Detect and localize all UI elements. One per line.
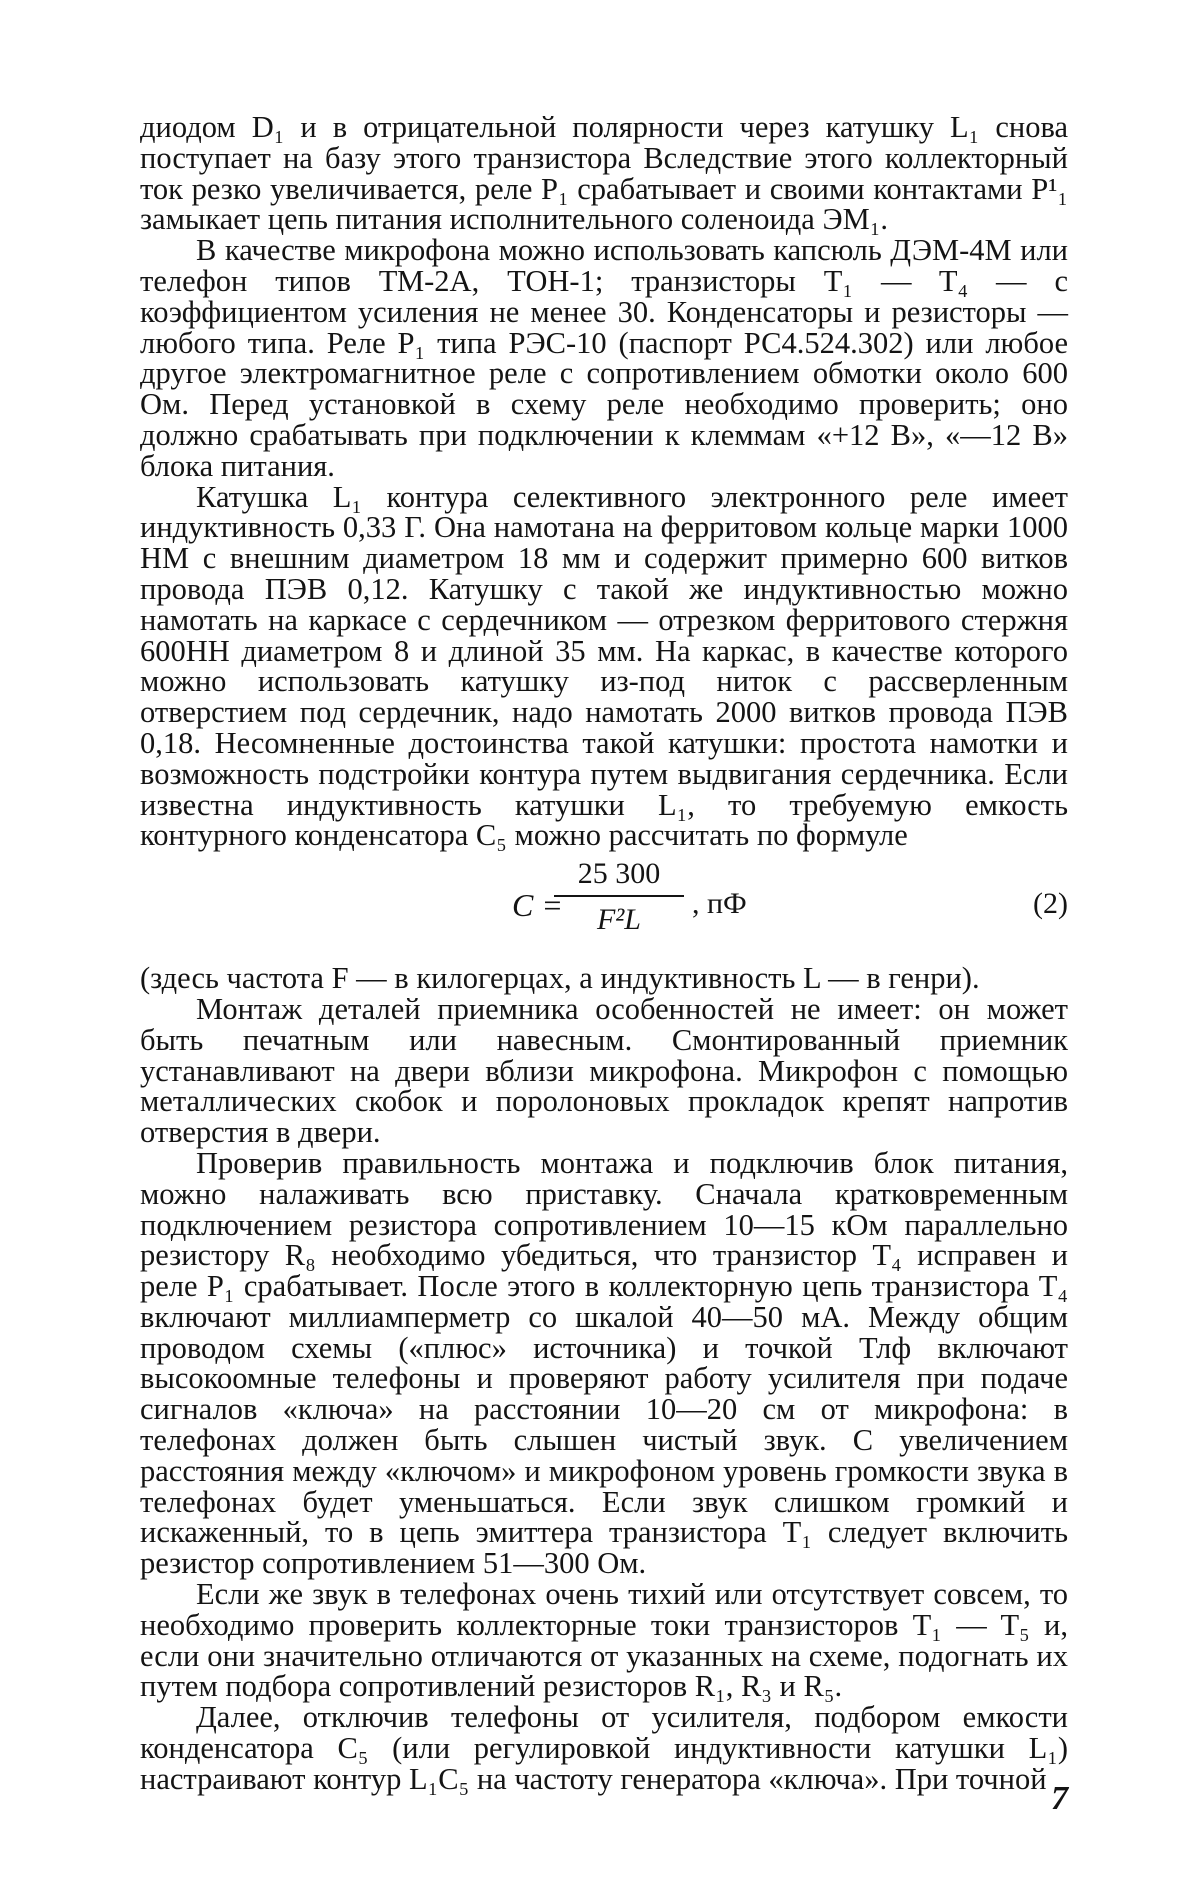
paragraph-7: Если же звук в телефонах очень тихий или отсутствует совсем, то необходимо проверить коллекторные токи транзисторов T₁ — T₅ и, если они значительно отличаются от указанных на схеме, подогнать их путем подбора сопротивлений резисторов R₁, R₃ и R₅. bbox=[140, 1577, 1068, 1704]
paragraph-8: Далее, отключив телефоны от усилителя, подбором емкости конденсатора C₅ (или регулировкой индуктивности катушки L₁) настраивают контур L₁C₅ на частоту генератора «ключа». При точной bbox=[140, 1700, 1068, 1796]
formula-fraction bbox=[554, 857, 684, 937]
paragraph-3: Катушка L₁ контура селективного электронного реле имеет индуктивность 0,33 Г. Она намотана на ферритовом кольце марки 1000 НМ с внешним диаметром 18 мм и содержит примерно 600 витков провода ПЭВ 0,12. Катушку с такой же индуктивностью можно намотать на каркасе с сердечником — отрезком ферритового стержня 600НН диаметром 8 и длиной 35 мм. На каркас, в качестве которого можно использовать катушку из-под ниток с рассверленным отверстием под сердечник, надо намотать 2000 витков провода ПЭВ 0,18. Несомненные достоинства такой катушки: простота намотки и возможность подстройки контура путем выдвигания сердечника. Если известна индуктивность катушки L₁, то требуемую емкость контурного конденсатора C₅ можно рассчитать по формуле bbox=[140, 479, 1068, 853]
body-text bbox=[140, 112, 1068, 1795]
page-number: 7 bbox=[1051, 1780, 1068, 1817]
paragraph-6: Проверив правильность монтажа и подключив блок питания, можно налаживать всю приставку. Сначала кратковременным подключением резистора сопротивлением 10—15 кОм параллельно резистору R₈ необходимо убедиться, что транзистор T₄ исправен и реле P₁ срабатывает. После этого в коллекторную цепь транзистора T₄ включают миллиамперметр со шкалой 40—50 мА. Между общим проводом схемы («плюс» источника) и точкой Тлф включают высокоомные телефоны и проверяют работу усилителя при подаче сигналов «ключа» на расстоянии 10—20 см от микрофона: в телефонах должен быть слышен чистый звук. С увеличением расстояния между «ключом» и микрофоном уровень громкости звука в телефонах будет уменьшаться. Если звук слишком громкий и искаженный, то в цепь эмиттера транзистора T₁ следует включить резистор сопротивлением 51—300 Ом. bbox=[140, 1145, 1068, 1581]
formula-numerator: 25 300 bbox=[577, 857, 661, 891]
paragraph-4: (здесь частота F — в килогерцах, а индуктивность L — в генри). bbox=[140, 961, 980, 996]
paragraph-2: В качестве микрофона можно использовать капсюль ДЭМ-4М или телефон типов ТМ-2А, ТОН-1; транзисторы T₁ — T₄ — с коэффициентом усиления не менее 30. Конденсаторы и резисторы — любого типа. Реле P₁ типа РЭС-10 (паспорт РС4.524.302) или любое другое электромагнитное реле с сопротивлением обмотки около 600 Ом. Перед установкой в схему реле необходимо проверить; оно должно срабатывать при подключении к клеммам «+12 В», «—12 В» блока питания. bbox=[140, 233, 1068, 483]
fraction-bar bbox=[554, 895, 684, 897]
formula-denominator: F²L bbox=[596, 903, 641, 937]
formula-number: (2) bbox=[1033, 887, 1068, 921]
formula-lhs: C = bbox=[512, 887, 563, 924]
paragraph-1: диодом D₁ и в отрицательной полярности через катушку L₁ снова поступает на базу этого транзистора Вследствие этого коллекторный ток резко увеличивается, реле P₁ срабатывает и своими контактами P¹₁ замыкает цепь питания исполнительного соленоида ЭМ₁. bbox=[140, 110, 1068, 237]
formula-unit: , пФ bbox=[692, 887, 747, 921]
paragraph-5: Монтаж деталей приемника особенностей не имеет: он может быть печатным или навесным. Смонтированный приемник устанавливают на двери вблизи микрофона. Микрофон с помощью металлических скобок и поролоновых прокладок крепят напротив отверстия в двери. bbox=[140, 991, 1068, 1150]
formula-2 bbox=[140, 855, 1068, 955]
